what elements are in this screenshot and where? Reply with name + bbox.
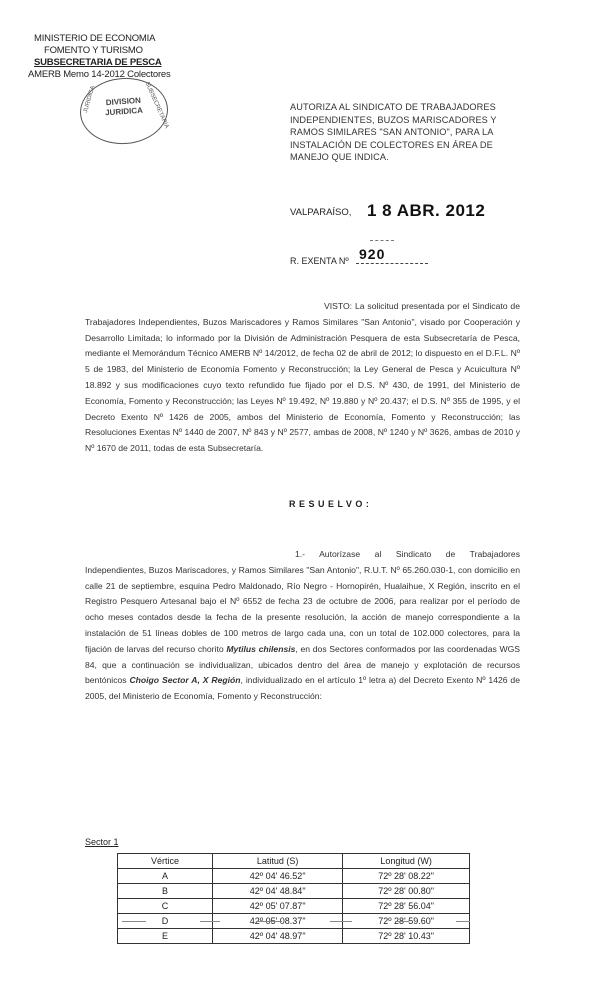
ministry-subtitle: FOMENTO Y TURISMO [44, 45, 143, 56]
table-row [118, 884, 470, 899]
division-juridica-stamp [78, 75, 170, 147]
vertex-cell: D [118, 914, 213, 929]
vertex-cell: A [118, 869, 213, 884]
clause-text-b: , en dos Sectores conformados por las coordenadas WGS 84, que a continuación se individualizan, ubicados dentro del área de manejo y explotación de recursos bentónicos [85, 643, 521, 686]
species-name: Mytilus chilensis [226, 643, 296, 654]
coordinates-table [117, 853, 470, 944]
latitude-cell: 42º 05' 08.37" [213, 914, 343, 929]
table-row [118, 929, 470, 944]
letterhead [28, 33, 171, 81]
stamp-text-division: DIVISION [105, 95, 142, 108]
latitude-cell: 42º 04' 48.84" [213, 884, 343, 899]
memo-reference: AMERB Memo 14-2012 Colectores [28, 69, 171, 80]
scan-mark [256, 921, 282, 922]
visto-paragraph [85, 299, 520, 457]
dash-decoration [370, 240, 394, 241]
subsecretaria-name: SUBSECRETARIA DE PESCA [34, 57, 162, 68]
vertex-cell: B [118, 884, 213, 899]
scan-mark [395, 921, 409, 922]
header-longitud: Longitud (W) [343, 854, 470, 869]
ministry-name: MINISTERIO DE ECONOMIA [34, 33, 156, 44]
resolution-label: R. EXENTA Nº [290, 256, 349, 266]
longitude-cell: 72º 28' 00.80" [343, 884, 470, 899]
latitude-cell: 42º 05' 07.87" [213, 899, 343, 914]
resolution-title: AUTORIZA AL SINDICATO DE TRABAJADORES INDEPENDIENTES, BUZOS MARISCADORES Y RAMOS SIMILARES "SAN ANTONIO", PARA LA INSTALACIÓN DE COLECTORES EN ÁREA DE MANEJO QUE INDICA. [290, 102, 497, 162]
table-header-row [118, 854, 470, 869]
area-name: Choigo Sector A, X Región [129, 675, 241, 686]
visto-label: VISTO: [324, 301, 353, 311]
longitude-cell: 72º 28' 08.22" [343, 869, 470, 884]
scan-mark [200, 921, 220, 922]
longitude-cell: 72º 28' 59.60" [343, 914, 470, 929]
resuelvo-heading: RESUELVO: [289, 499, 373, 509]
clause-text-a: 1.- Autorízase al Sindicato de Trabajadores Independientes, Buzos Mariscadores, y Ramos Similares "San Antonio", R.U.T. Nº 65.260.030-1, con domicilio en calle 21 de septiembre, esquina Pedro Maldonado, Río Negro - Hornopirén, Hualaihue, X Región, inscrito en el Registro Pesquero Artesanal bajo el Nº 6552 de fecha 23 de octubre de 2006, para realizar por el período de ocho meses contados desde la fecha de la presente resolución, la acción de manejo correspondiente a la instalación de 51 líneas dobles de 100 metros de largo cada una, con un total de 102.000 colectores, para la fijación de larvas del recurso chorito [85, 549, 520, 654]
header-latitud: Latitud (S) [213, 854, 343, 869]
table-row [118, 914, 470, 929]
longitude-cell: 72º 28' 10.43" [343, 929, 470, 944]
date-stamp: 1 8 ABR. 2012 [367, 201, 486, 220]
vertex-cell: E [118, 929, 213, 944]
clause-text-c: , individualizado en el artículo 1º letra a) del Decreto Exento Nº 1426 de 2005, del Ministerio de Economía, Fomento y Reconstrucción: [85, 675, 520, 702]
number-underline [356, 263, 428, 264]
place: VALPARAÍSO, [290, 207, 352, 218]
table-row [118, 899, 470, 914]
latitude-cell: 42º 04' 46.52" [213, 869, 343, 884]
scan-mark [456, 921, 470, 922]
scan-mark [122, 921, 146, 922]
stamp-text-juridica: JURIDICA [104, 105, 144, 118]
stamp-arc-right: SUBSECRETARIA [143, 81, 170, 130]
latitude-cell: 42º 04' 48.97" [213, 929, 343, 944]
clause-1 [85, 547, 520, 705]
longitude-cell: 72º 28' 56.04" [343, 899, 470, 914]
scan-mark [330, 921, 352, 922]
stamp-arc-left: JURIDICA [82, 85, 97, 114]
table-row [118, 869, 470, 884]
header-vertice: Vértice [118, 854, 213, 869]
visto-text: La solicitud presentada por el Sindicato de Trabajadores Independientes, Buzos Mariscadores y Ramos Similares "San Antonio", visado por Cooperación y Desarrollo Limitada; lo informado por la División de Administración Pesquera de esta Subsecretaría de Pesca, mediante el Memorándum Técnico AMERB Nº 14/2012, de fecha 02 de abril de 2012; lo dispuesto en el D.F.L. Nº 5 de 1983, del Ministerio de Economía Fomento y Reconstrucción; la Ley General de Pesca y Acuicultura Nº 18.892 y sus modificaciones cuyo texto refundido fue fijado por el D.S. Nº 430, de 1991, del Ministerio de Economía, Fomento y Reconstrucción; las Leyes Nº 19.492, Nº 19.880 y Nº 20.437; el D.S. Nº 355 de 1995, y el Decreto Exento Nº 1426 de 2005, ambos del Ministerio de Economía, Fomento y Reconstrucción; las Resoluciones Exentas Nº 1440 de 2007, Nº 843 y Nº 2577, ambas de 2008, Nº 1240 y Nº 3626, ambas de 2010 y Nº 1670 de 2011, todas de esta Subsecretaría. [85, 301, 520, 454]
sector-label: Sector 1 [85, 837, 119, 847]
vertex-cell: C [118, 899, 213, 914]
resolution-number: 920 [359, 246, 386, 262]
